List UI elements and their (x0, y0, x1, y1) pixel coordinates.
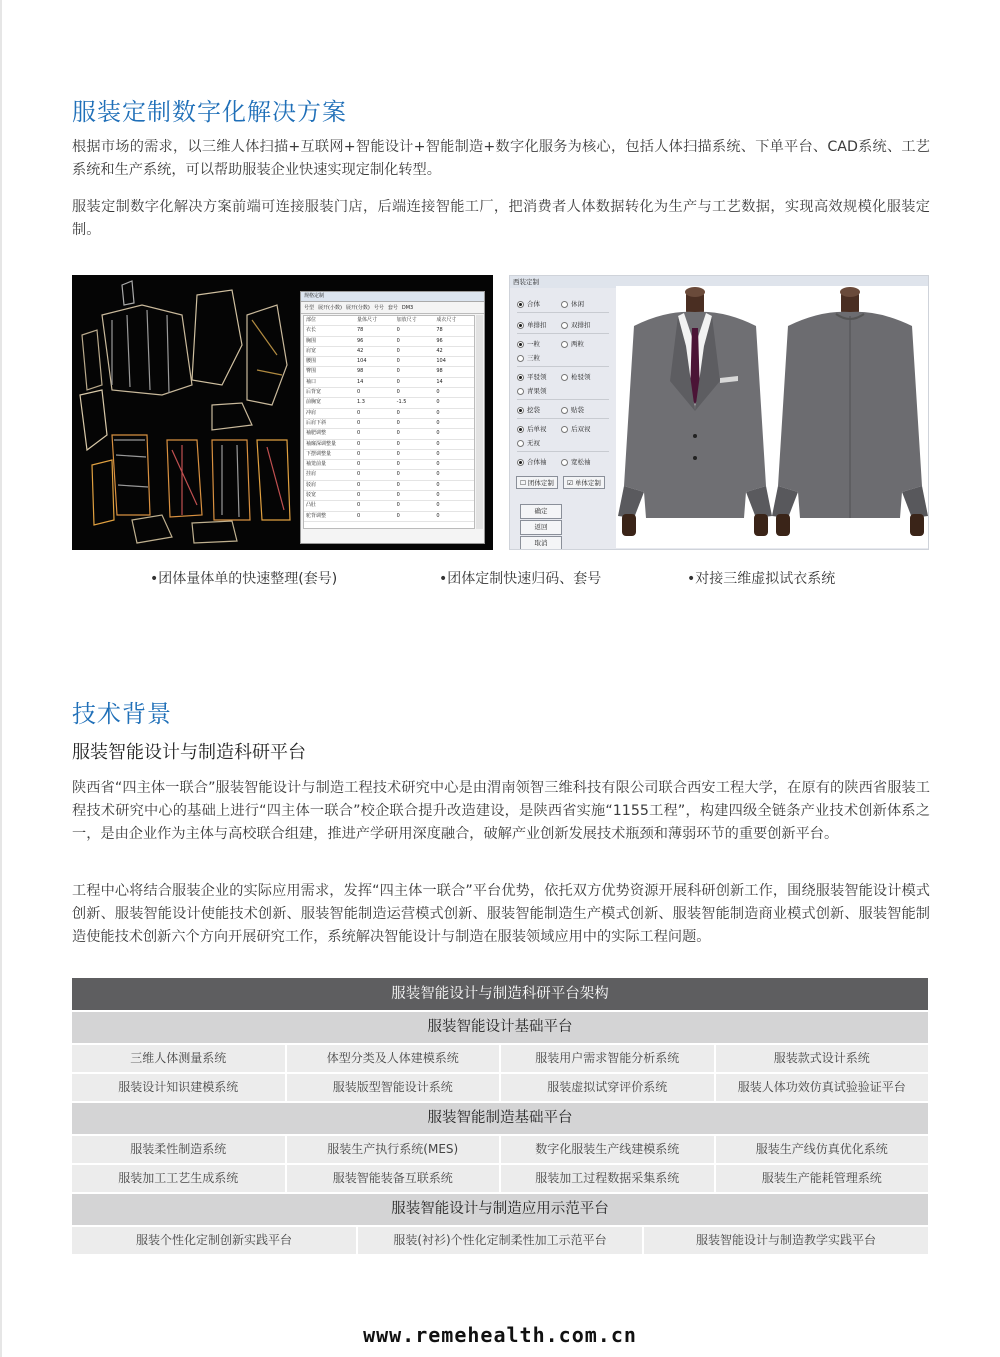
table-cell: 0 (356, 450, 361, 457)
table-cell: 0 (356, 461, 361, 468)
option-divider (517, 312, 609, 313)
option-two-button[interactable]: 两粒 (561, 339, 584, 348)
option-divider (517, 333, 609, 334)
table-cell: 0 (396, 440, 400, 447)
option-notch-lapel[interactable]: 平驳领 (517, 372, 547, 381)
table-cell: 袖口 (306, 378, 317, 385)
table-cell: 0 (436, 461, 440, 468)
system-cell: 服装柔性制造系统 (72, 1136, 285, 1163)
table-cell: 0 (436, 492, 440, 499)
table-cell: 0 (396, 409, 400, 416)
table-cell: 0 (396, 389, 400, 396)
suit-customize-screenshot (509, 275, 929, 550)
table-cell: 42 (356, 347, 364, 354)
table-row[interactable] (304, 429, 474, 439)
table-cell: 0 (356, 389, 361, 396)
table-row[interactable] (304, 378, 474, 388)
solution-paragraph-1: 根据市场的需求，以三维人体扫描+互联网+智能设计+智能制造+数字化服务为核心，包括人体扫描系统、下单平台、CAD系统、工艺系统和生产系统，可以帮助服装企业快速实现定制化转型。 (72, 139, 930, 178)
table-cell: 0 (396, 481, 400, 488)
section-subheading-platform: 服装智能设计与制造科研平台 (72, 742, 306, 763)
table-row[interactable] (304, 440, 474, 450)
table-cell: 驳宽 (306, 492, 317, 499)
table-row[interactable] (304, 419, 474, 429)
table-row[interactable] (304, 450, 474, 460)
table-cell: 下摆调整量 (306, 450, 332, 457)
solution-paragraph-2: 服装定制数字化解决方案前端可连接服装门店，后端连接智能工厂，把消费者人体数据转化为生产与工艺数据，实现高效规模化服装定制。 (72, 199, 930, 238)
cancel-button[interactable]: 取消 (520, 536, 562, 550)
toolbar-option[interactable]: 号号 (373, 305, 384, 311)
option-three-button[interactable]: 三粒 (517, 353, 540, 362)
table-cell: 0 (396, 347, 400, 354)
table-row[interactable] (304, 512, 474, 522)
table-cell: 0 (436, 450, 440, 457)
table-cell: 42 (436, 347, 443, 354)
system-cell: 服装生产线仿真优化系统 (716, 1136, 929, 1163)
table-cell: 0 (436, 502, 440, 509)
application-platform-cells (72, 1227, 928, 1254)
table-row[interactable] (304, 501, 474, 511)
back-button[interactable]: 返回 (520, 520, 562, 535)
table-cell: 98 (356, 368, 364, 375)
option-divider (517, 399, 609, 400)
table-cell: 臀围 (306, 368, 317, 375)
system-cell: 服装虚拟试穿评价系统 (501, 1074, 714, 1101)
table-row[interactable] (304, 357, 474, 367)
suit-3d-preview (616, 286, 928, 548)
table-cell: 78 (356, 327, 364, 334)
group-design-platform: 服装智能设计基础平台 (72, 1012, 928, 1043)
table-cell: 0 (396, 368, 400, 375)
table-cell: 0 (396, 502, 400, 509)
front-suit-icon (618, 287, 772, 536)
size-spec-toolbar (301, 302, 484, 314)
caption-group-measure: •团体量体单的快速整理(套号) (150, 571, 338, 587)
system-cell: 服装个性化定制创新实践平台 (72, 1227, 356, 1254)
size-spec-table (303, 315, 475, 529)
table-cell: 胸围 (306, 337, 317, 344)
table-cell: 0 (396, 430, 400, 437)
architecture-title: 服装智能设计与制造科研平台架构 (72, 978, 928, 1010)
table-cell: 0 (356, 492, 361, 499)
column-header: 量体尺寸 (356, 317, 377, 323)
system-cell: 服装设计知识建模系统 (72, 1074, 285, 1101)
caption-group-sizing: •团体定制快速归码、套号 (439, 571, 602, 587)
table-cell: 0 (396, 327, 400, 334)
option-patch-pocket[interactable]: 贴袋 (561, 405, 584, 414)
table-cell: 14 (436, 378, 443, 385)
option-one-button[interactable]: 一粒 (517, 339, 540, 348)
table-cell: 0 (396, 378, 400, 385)
column-header: 部位 (306, 317, 317, 323)
size-spec-table-window (300, 291, 485, 544)
system-cell: 服装加工工艺生成系统 (72, 1165, 285, 1192)
group-application-platform: 服装智能设计与制造应用示范平台 (72, 1194, 928, 1225)
table-cell: 0 (436, 471, 440, 478)
table-header-row (304, 316, 474, 326)
option-divider (517, 366, 609, 367)
table-cell: 0 (436, 430, 440, 437)
table-body (304, 326, 474, 522)
table-cell: 驼背调整 (306, 512, 327, 519)
system-cell: 服装用户需求智能分析系统 (501, 1045, 714, 1072)
group-manufacturing-platform: 服装智能制造基础平台 (72, 1103, 928, 1134)
page-left-rule (0, 0, 2, 1357)
platform-architecture-table (72, 978, 928, 1254)
single-custom-checkbox[interactable]: ☑ 单体定制 (563, 476, 605, 489)
manufacturing-platform-cells (72, 1136, 928, 1192)
table-cell: 0 (436, 512, 440, 519)
table-cell: 后背宽 (306, 389, 322, 396)
table-cell: 104 (356, 358, 367, 365)
system-cell: 数字化服装生产线建模系统 (501, 1136, 714, 1163)
column-header: 成衣尺寸 (436, 317, 457, 323)
table-row[interactable] (304, 326, 474, 336)
system-cell: 体型分类及人体建模系统 (287, 1045, 500, 1072)
design-platform-cells (72, 1045, 928, 1101)
system-cell: 服装加工过程数据采集系统 (501, 1165, 714, 1192)
cad-pattern-screenshot (72, 275, 493, 550)
table-cell: 0 (436, 409, 440, 416)
column-header: 加放尺寸 (396, 317, 417, 323)
suit-options-panel (513, 291, 613, 546)
table-cell: 98 (436, 368, 443, 375)
table-row[interactable] (304, 460, 474, 470)
system-cell: 服装版型智能设计系统 (287, 1074, 500, 1101)
table-cell: 0 (436, 399, 440, 406)
table-cell: 96 (436, 337, 443, 344)
table-cell: 0 (356, 502, 361, 509)
option-shawl-lapel[interactable]: 青果领 (517, 386, 547, 395)
table-cell: 驳肩 (306, 481, 317, 488)
table-cell: 袖窿深调整量 (306, 440, 337, 447)
table-cell: 衣长 (306, 327, 317, 334)
table-row[interactable] (304, 409, 474, 419)
group-custom-checkbox[interactable]: ☐ 团体定制 (516, 476, 558, 489)
system-cell: 服装人体功效仿真试验验证平台 (716, 1074, 929, 1101)
section-heading-solution: 服装定制数字化解决方案 (72, 98, 347, 126)
caption-virtual-fitting: •对接三维虚拟试衣系统 (687, 571, 836, 587)
table-cell: 78 (436, 327, 443, 334)
toolbar-option[interactable]: 套号 (387, 305, 398, 311)
table-cell: 肩宽 (306, 347, 317, 354)
table-cell: 袖肥调整 (306, 430, 327, 437)
table-cell: 0 (356, 481, 361, 488)
back-suit-icon (772, 287, 928, 536)
table-cell: 0 (396, 358, 400, 365)
system-cell: 三维人体测量系统 (72, 1045, 285, 1072)
pattern-pieces-drawing (72, 275, 300, 550)
option-fit[interactable]: 合体 (517, 299, 540, 308)
background-paragraph-1: 陕西省“四主体一联合”服装智能设计与制造工程技术研究中心是由渭南领智三维科技有限公司联合西安工程大学，在原有的陕西省服装工程技术研究中心的基础上进行“四主体一联合”校企联合提升改造建设，是陕西省实施“1155工程”，构建四级全链条产业技术创新体系之一，是由企业作为主体与高校联合组建，推进产学研用深度融合，破解产业创新发展技术瓶颈和薄弱环节的重要创新平台。 (72, 780, 930, 842)
table-cell: 104 (436, 358, 446, 365)
section-heading-background: 技术背景 (72, 700, 172, 728)
suit-form-title: 西装定制 (510, 276, 928, 288)
background-paragraph-2: 工程中心将结合服装企业的实际应用需求，发挥“四主体一联合”平台优势，依托双方优势资源开展科研创新工作，围绕服装智能设计模式创新、服装智能设计使能技术创新、服装智能制造运营模式创新、服装智能制造生产模式创新、服装智能制造商业模式创新、服装智能制造使能技术创新六个方向开展研究工作，系统解决智能设计与制造在服装领域应用中的实际工程问题。 (72, 883, 930, 945)
suit-mannequin-illustration (616, 286, 928, 548)
toolbar-option[interactable]: 展开(分数) (345, 305, 370, 311)
toolbar-select[interactable]: DM3 (401, 304, 414, 311)
confirm-button[interactable]: 确定 (520, 504, 562, 519)
table-cell: 凸肚 (306, 502, 317, 509)
table-cell: 腰围 (306, 358, 317, 365)
system-cell: 服装智能装备互联系统 (287, 1165, 500, 1192)
table-cell: 0 (356, 419, 361, 426)
option-double-vent[interactable]: 后双衩 (561, 424, 591, 433)
toolbar-option[interactable]: 展开(小数) (318, 305, 342, 311)
table-row[interactable] (304, 398, 474, 408)
table-cell: 挂肩 (306, 471, 317, 478)
table-cell: 前胸宽 (306, 399, 322, 406)
footer-website-url[interactable]: www.remehealth.com.cn (363, 1323, 637, 1347)
option-welt-pocket[interactable]: 挖袋 (517, 405, 540, 414)
table-cell: 0 (356, 471, 361, 478)
table-cell: 96 (356, 337, 364, 344)
table-row[interactable] (304, 337, 474, 347)
option-fitted-sleeve[interactable]: 合体袖 (517, 457, 547, 466)
table-row[interactable] (304, 470, 474, 480)
table-cell: 0 (356, 440, 361, 447)
option-casual[interactable]: 休闲 (561, 299, 584, 308)
toolbar-option[interactable]: 号型 (304, 305, 315, 311)
option-double-breasted[interactable]: 双排扣 (561, 320, 591, 329)
table-row[interactable] (304, 481, 474, 491)
table-cell: 0 (436, 440, 440, 447)
table-scrollbar[interactable] (476, 315, 483, 529)
table-cell: 0 (356, 512, 361, 519)
table-cell: 0 (436, 419, 440, 426)
table-cell: -1.5 (396, 399, 407, 406)
option-single-breasted[interactable]: 单排扣 (517, 320, 547, 329)
table-cell: 0 (436, 481, 440, 488)
system-cell: 服装生产执行系统(MES) (287, 1136, 500, 1163)
table-cell: 0 (396, 492, 400, 499)
table-row[interactable] (304, 491, 474, 501)
table-cell: 14 (356, 378, 364, 385)
table-cell: 0 (396, 461, 400, 468)
option-loose-sleeve[interactable]: 宽松袖 (561, 457, 591, 466)
size-spec-window-title: 规格定制 (301, 292, 484, 302)
table-row[interactable] (304, 367, 474, 377)
table-row[interactable] (304, 347, 474, 357)
system-cell: 服装智能设计与制造教学实践平台 (644, 1227, 928, 1254)
table-cell: 冲肩 (306, 409, 317, 416)
system-cell: 服装(衬衫)个性化定制柔性加工示范平台 (358, 1227, 642, 1254)
table-cell: 0 (436, 389, 440, 396)
table-cell: 0 (356, 430, 361, 437)
table-cell: 0 (396, 471, 400, 478)
option-divider (517, 418, 609, 419)
table-cell: 0 (356, 409, 361, 416)
table-cell: 0 (396, 450, 400, 457)
option-divider (517, 451, 609, 452)
table-cell: 袖笼前量 (306, 461, 327, 468)
table-cell: 后肩下斜 (306, 419, 327, 426)
option-peak-lapel[interactable]: 枪驳领 (561, 372, 591, 381)
option-single-vent[interactable]: 后单衩 (517, 424, 547, 433)
option-no-vent[interactable]: 无衩 (517, 438, 540, 447)
table-cell: 0 (396, 512, 400, 519)
table-row[interactable] (304, 388, 474, 398)
system-cell: 服装款式设计系统 (716, 1045, 929, 1072)
table-cell: 0 (396, 419, 400, 426)
table-cell: 1.3 (356, 399, 365, 406)
table-cell: 0 (396, 337, 400, 344)
system-cell: 服装生产能耗管理系统 (716, 1165, 929, 1192)
